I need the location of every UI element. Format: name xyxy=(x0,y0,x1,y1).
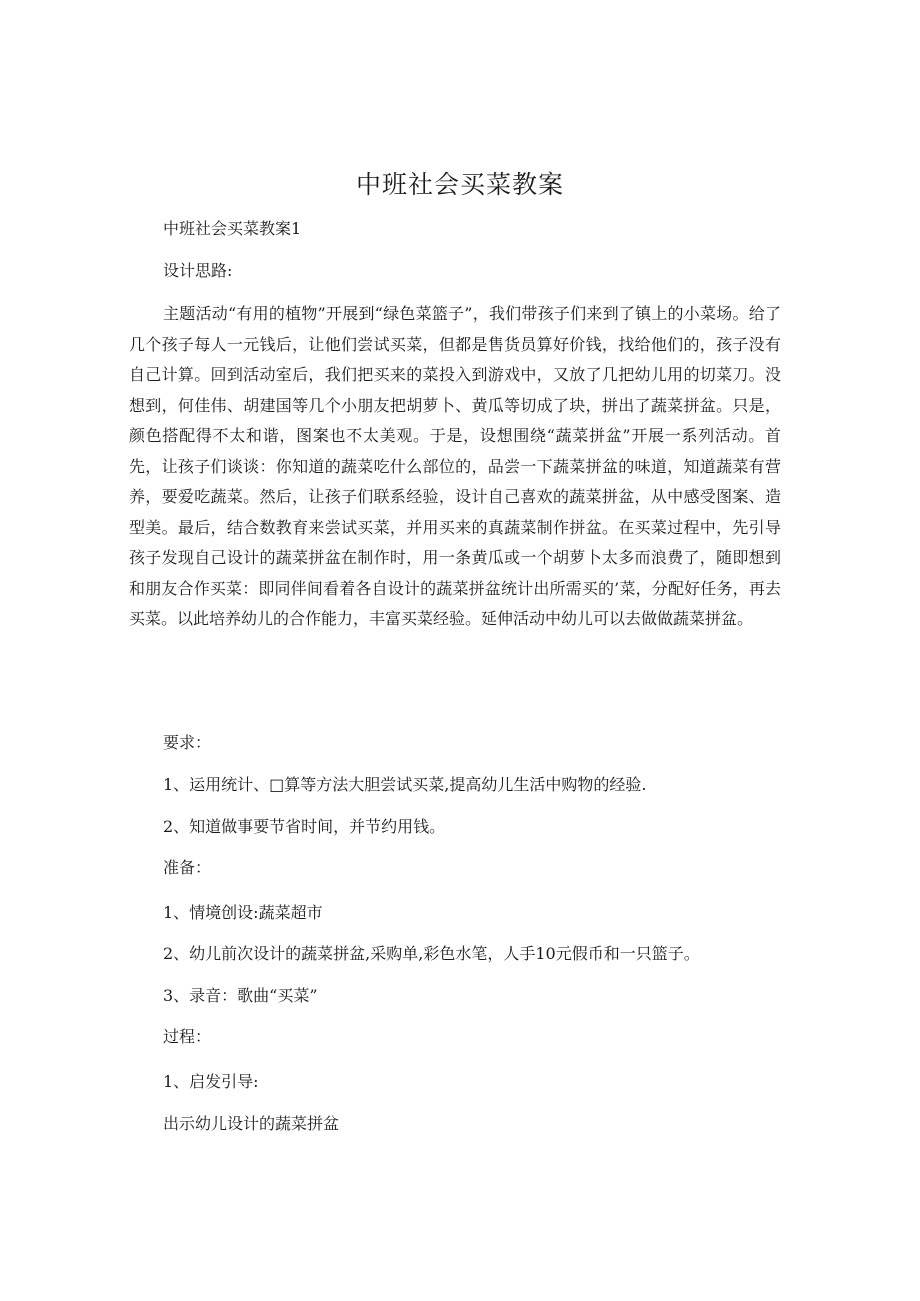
preparation-item: 3、录音：歌曲“买菜” xyxy=(163,986,318,1005)
design-paragraph: 主题活动“有用的植物”开展到“绿色菜篮子”，我们带孩子们来到了镇上的小菜场。给了几个孩子每人一元钱后，让他们尝试买菜，但都是售货员算好价钱，找给他们的，孩子没有自己计算。回到活动室后，我们把买来的菜投入到游戏中，又放了几把幼儿用的切菜刀。没想到，何佳伟、胡建国等几个小朋友把胡萝卜、黄瓜等切成了块，拼出了蔬菜拼盆。只是，颜色搭配得不太和谐，图案也不太美观。于是，设想围绕“蔬菜拼盆”开展一系列活动。首先，让孩子们谈谈：你知道的蔬菜吃什么部位的，品尝一下蔬菜拼盆的味道，知道蔬菜有营养，要爱吃蔬菜。然后，让孩子们联系经验，设计自己喜欢的蔬菜拼盆，从中感受图案、造型美。最后，结合数教育来尝试买菜，并用买来的真蔬菜制作拼盆。在买菜过程中，先引导孩子发现自己设计的蔬菜拼盆在制作时，用一条黄瓜或一个胡萝卜太多而浪费了，随即想到和朋友合作买菜：即同伴间看着各自设计的蔬菜拼盆统计出所需买的’菜，分配好任务，再去买菜。以此培养幼儿的合作能力，丰富买菜经验。延伸活动中幼儿可以去做做蔬菜拼盆。 xyxy=(129,304,781,628)
process-item: 1、启发引导: xyxy=(163,1072,259,1091)
requirement-item: 2、知道做事要节省时间，并节约用钱。 xyxy=(163,817,446,836)
preparation-heading: 准备： xyxy=(163,858,212,877)
lesson-subtitle: 中班社会买菜教案1 xyxy=(163,219,302,238)
process-item: 出示幼儿设计的蔬菜拼盆 xyxy=(163,1114,340,1133)
requirement-item: 1、运用统计、□算等方法大胆尝试买菜,提高幼儿生活中购物的经验. xyxy=(163,775,647,794)
design-heading: 设计思路: xyxy=(163,261,233,280)
process-heading: 过程： xyxy=(163,1027,212,1046)
requirements-heading: 要求： xyxy=(163,733,212,752)
document-title: 中班社会买菜教案 xyxy=(355,170,564,199)
preparation-item: 2、幼儿前次设计的蔬菜拼盆,采购单,彩色水笔，人手10元假币和一只篮子。 xyxy=(163,944,700,963)
preparation-item: 1、情境创设:蔬菜超市 xyxy=(163,903,323,922)
